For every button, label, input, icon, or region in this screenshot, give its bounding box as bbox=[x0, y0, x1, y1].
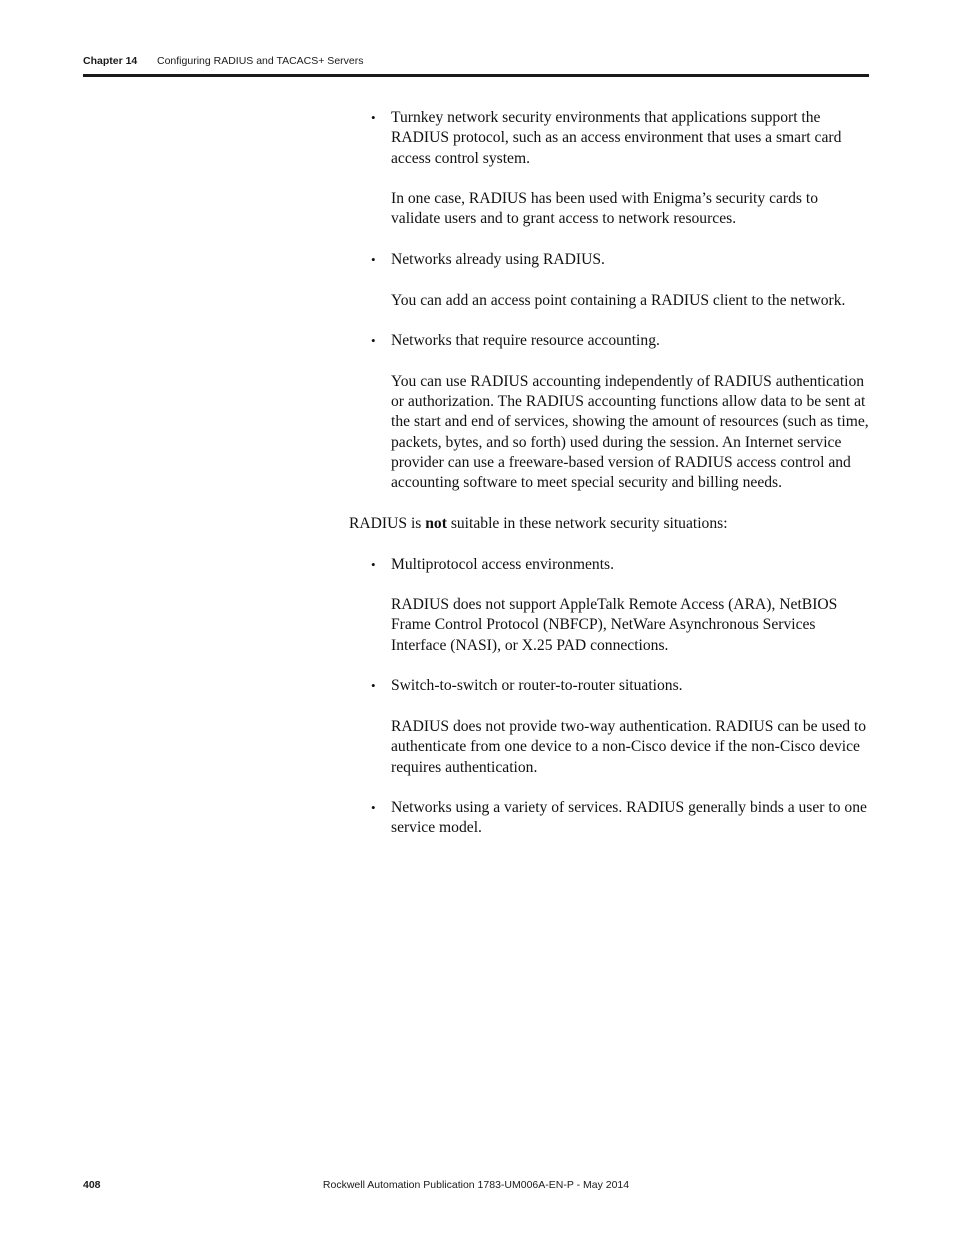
running-footer bbox=[83, 1177, 869, 1195]
bullet-detail: RADIUS does not support AppleTalk Remote Access (ARA), NetBIOS Frame Control Protocol (NBFCP), NetWare Asynchronous Services Interface (NASI), or X.25 PAD connections. bbox=[391, 596, 838, 654]
chapter-title: Configuring RADIUS and TACACS+ Servers bbox=[157, 55, 364, 67]
bullet-text: Networks that require resource accounting. bbox=[391, 332, 660, 350]
page-number: 408 bbox=[83, 1179, 101, 1191]
bullet-glyph: • bbox=[371, 110, 376, 125]
running-header bbox=[83, 53, 869, 71]
header-rule bbox=[83, 74, 869, 77]
bullet-detail: RADIUS does not provide two-way authentication. RADIUS can be used to authenticate from one device to a non-Cisco device if the non-Cisco device requires authentication. bbox=[391, 717, 867, 776]
bullet-item-turnkey bbox=[349, 108, 869, 230]
chapter-label: Chapter 14 bbox=[83, 55, 138, 67]
intro-text-before: RADIUS is bbox=[349, 514, 426, 532]
bullet-glyph: • bbox=[371, 800, 376, 816]
bullet-glyph: • bbox=[371, 333, 376, 349]
bullet-glyph: • bbox=[371, 556, 376, 572]
body-content bbox=[349, 108, 869, 859]
bullet-glyph: • bbox=[371, 678, 376, 694]
not-suitable-intro bbox=[349, 514, 869, 534]
bullet-item-multiprotocol bbox=[349, 555, 869, 656]
bullet-text: Networks already using RADIUS. bbox=[391, 251, 605, 269]
bullet-item-variety-of-services bbox=[349, 798, 869, 839]
bullet-text: Turnkey network security environments that applications support the RADIUS protocol, such as an access environment that uses a smart card access control system. bbox=[391, 109, 842, 167]
bullet-glyph: • bbox=[371, 252, 376, 268]
bullet-detail: You can use RADIUS accounting independently of RADIUS authentication or authorization. The RADIUS accounting functions allow data to be sent at the start and end of services, showing the amount of resources (such as time, packets, bytes, and so forth) used during the session. An Internet service provider can use a freeware-based version of RADIUS access control and accounting software to meet special security and billing needs. bbox=[391, 372, 869, 492]
intro-text-after: suitable in these network security situations: bbox=[446, 514, 728, 532]
bullet-text: Multiprotocol access environments. bbox=[391, 555, 615, 573]
bullet-detail: In one case, RADIUS has been used with Enigma’s security cards to validate users and to grant access to network resources. bbox=[391, 190, 818, 228]
bullet-item-switch-to-switch bbox=[349, 676, 869, 777]
bullet-text: Switch-to-switch or router-to-router situations. bbox=[391, 677, 683, 695]
publication-info: Rockwell Automation Publication 1783-UM006A-EN-P - May 2014 bbox=[322, 1179, 630, 1191]
bullet-text: Networks using a variety of services. RADIUS generally binds a user to one service model. bbox=[391, 799, 867, 837]
bullet-item-resource-accounting bbox=[349, 331, 869, 493]
bullet-detail: You can add an access point containing a RADIUS client to the network. bbox=[391, 291, 846, 309]
bullet-item-networks-using-radius bbox=[349, 250, 869, 311]
intro-emphasis: not bbox=[425, 514, 447, 532]
